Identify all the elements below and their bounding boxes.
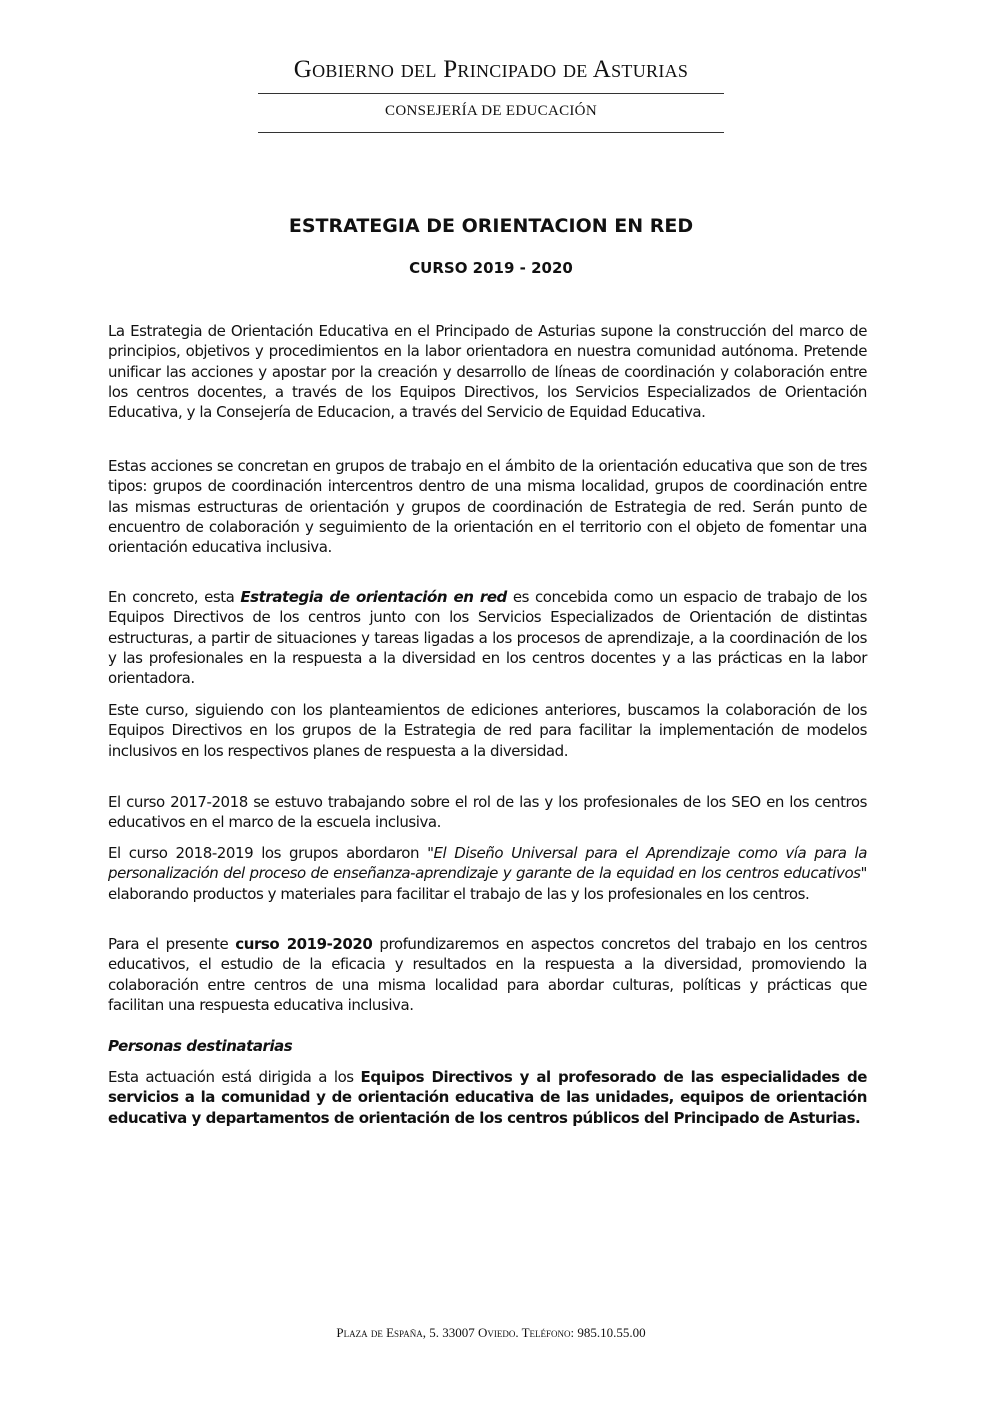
department-name: CONSEJERÍA DE EDUCACIÓN [385,103,597,119]
footer-address: Plaza de España, 5. 33007 Oviedo. Teléfono: 985.10.55.00 [336,1325,646,1340]
paragraph [108,843,867,904]
paragraph-text: Para el presente [108,935,236,953]
paragraph: La Estrategia de Orientación Educativa en el Principado de Asturias supone la construcción del marco de principios, objetivos y procedimientos en la labor orientadora en nuestra comunidad autónoma. Pretende unificar las acciones y apostar por la creación y desarrollo de líneas de coordinación y colaboración entre los centros docentes, a través de los Equipos Directivos, los Servicios Especializados de Orientación Educativa, y la Consejería de Educacion, a través del Servicio de Equidad Educativa. [108,322,867,422]
emphasis-text: Estrategia de orientación en red [240,588,507,606]
paragraph: El curso 2017-2018 se estuvo trabajando sobre el rol de las y los profesionales de los SEO en los centros educativos en el marco de la escuela inclusiva. [108,793,867,832]
header-divider [258,132,724,133]
document-title: ESTRATEGIA DE ORIENTACION EN RED [288,215,694,237]
government-name: Gobierno del Principado de Asturias [293,56,689,83]
emphasis-text: Equipos Directivos y al profesorado de las especialidades de servicios a la comunidad y de orientación educativa de las unidades, equipos de orientación educativa y departamentos de orientación de los centros públicos del Principado de Asturias. [108,1068,867,1127]
paragraph-text: Esta actuación está dirigida a los [108,1068,361,1086]
emphasis-text: curso 2019-2020 [235,935,373,953]
paragraph: Este curso, siguiendo con los planteamientos de ediciones anteriores, buscamos la colaboración de los Equipos Directivos en los grupos de la Estrategia de red para facilitar la implementación de modelos inclusivos en los respectivos planes de respuesta a la diversidad. [108,701,867,760]
section-heading: Personas destinatarias [108,1037,293,1055]
paragraph [108,1067,867,1128]
header-divider [258,93,724,94]
paragraph [108,587,867,688]
paragraph-text: El curso 2018-2019 los grupos abordaron [108,844,428,862]
paragraph-text: profundizaremos en aspectos concretos del trabajo en los centros educativos, el estudio de la eficacia y resultados en la respuesta a la diversidad, promoviendo la colaboración entre centros de una misma localidad para abordar culturas, políticas y prácticas que facilitan una respuesta educativa inclusiva. [108,935,867,1014]
paragraph [108,934,867,1015]
document-subtitle: CURSO 2019 - 2020 [409,259,573,277]
paragraph: Estas acciones se concretan en grupos de trabajo en el ámbito de la orientación educativa que son de tres tipos: grupos de coordinación intercentros dentro de una misma localidad, grupos de coordinación entre las mismas estructuras de orientación y grupos de coordinación de Estrategia de red. Serán punto de encuentro de colaboración y seguimiento de la orientación en el territorio con el objeto de fomentar una orientación educativa inclusiva. [108,457,867,557]
quoted-title: "El Diseño Universal para el Aprendizaje como vía para la personalización del proceso de enseñanza-aprendizaje y garante de la equidad en los centros educativos" [108,844,867,883]
paragraph-text: En concreto, esta [108,588,241,606]
paragraph-text: es concebida como un espacio de trabajo de los Equipos Directivos de los centros junto con los Servicios Especializados de Orientación de distintas estructuras, a partir de situaciones y tareas ligadas a los procesos de aprendizaje, a la coordinación de los y las profesionales en la respuesta a la diversidad en los centros docentes y a las prácticas en la labor orientadora. [108,588,867,688]
paragraph-text: elaborando productos y materiales para facilitar el trabajo de las y los profesionales en los centros. [108,884,810,903]
